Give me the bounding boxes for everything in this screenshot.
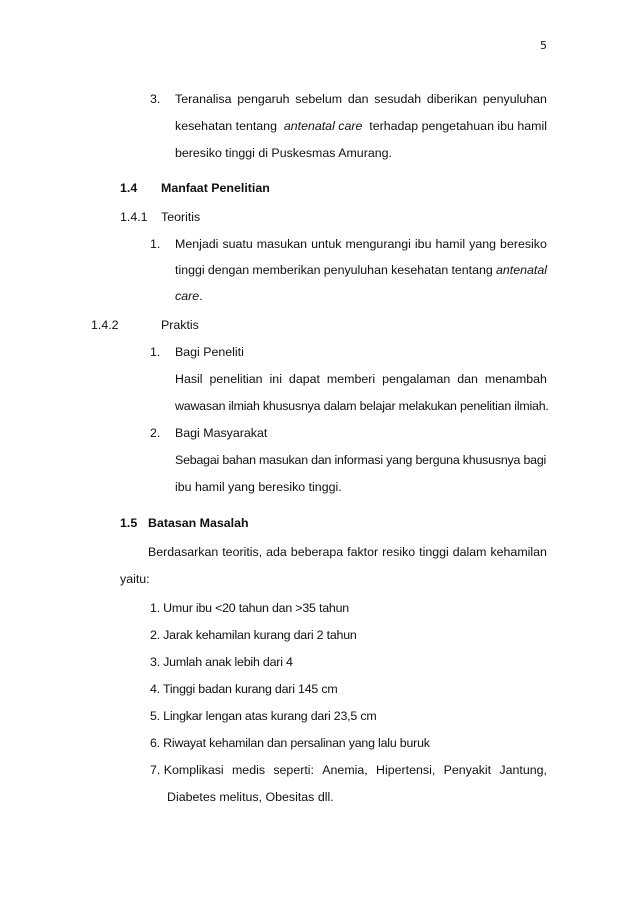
praktis-item-2-number: 2.	[150, 426, 161, 440]
word: mengurangi	[345, 237, 411, 251]
word: pengalaman	[382, 372, 451, 386]
factor-7-line-1	[150, 763, 547, 777]
teoritis-period: .	[199, 289, 203, 303]
section-1-4-1-title: Teoritis	[161, 210, 201, 224]
word: beresiko	[500, 237, 547, 251]
italic-word: antenatal	[496, 263, 547, 277]
word: teoritis,	[222, 545, 263, 559]
word: penelitian	[209, 372, 263, 386]
section-1-5-title: Batasan Masalah	[148, 516, 249, 530]
word: beberapa	[290, 545, 344, 559]
teoritis-item-1-line-3	[175, 289, 203, 303]
word: Teranalisa	[175, 92, 232, 106]
word: dapat	[288, 372, 320, 386]
word: pengaruh	[237, 92, 290, 106]
word: sebelum	[295, 92, 343, 106]
word: penyuluhan	[323, 263, 388, 277]
word: Penyakit	[443, 763, 492, 777]
intro-line-1	[148, 545, 547, 559]
word: penyuluhan	[482, 92, 547, 106]
word: kehamilan	[490, 545, 547, 559]
item-3-line-2-pre: kesehatan tentang	[175, 119, 277, 133]
intro-line-2: yaitu:	[120, 572, 150, 586]
word: ibu	[414, 237, 432, 251]
word: yang	[469, 237, 497, 251]
item-3-line-3: beresiko tinggi di Puskesmas Amurang.	[175, 146, 392, 160]
section-1-4-title: Manfaat Penelitian	[161, 181, 270, 195]
item-3-line-1	[175, 92, 547, 106]
section-1-4-1-number: 1.4.1	[120, 210, 148, 224]
word: Jantung,	[499, 763, 547, 777]
item-3-line-2-post: terhadap pengetahuan ibu hamil	[369, 119, 547, 133]
word: untuk	[311, 237, 342, 251]
word: suatu	[222, 237, 253, 251]
section-1-5-number: 1.5	[120, 516, 138, 530]
word: Berdasarkan	[148, 545, 219, 559]
word: medis	[231, 763, 266, 777]
word: diberikan	[426, 92, 478, 106]
factor-5: 5. Lingkar lengan atas kurang dari 23,5 cm	[150, 709, 377, 723]
factor-2: 2. Jarak kehamilan kurang dari 2 tahun	[150, 628, 357, 642]
word: tinggi	[175, 263, 205, 277]
word: masukan	[256, 237, 308, 251]
item-3-line-2	[175, 119, 547, 133]
word: kesehatan	[391, 263, 449, 277]
praktis-item-1-line-1	[175, 372, 547, 386]
item-3-italic-term: antenatal care	[283, 119, 363, 133]
factor-3: 3. Jumlah anak lebih dari 4	[150, 655, 293, 669]
word: tinggi	[419, 545, 449, 559]
teoritis-item-1-line-2	[175, 263, 547, 277]
word: 7. Komplikasi	[150, 763, 224, 777]
section-1-4-2-number: 1.4.2	[91, 318, 119, 332]
praktis-item-2-title: Bagi Masyarakat	[175, 426, 268, 440]
word: Hasil	[175, 372, 203, 386]
praktis-item-2-line-1: Sebagai bahan masukan dan informasi yang berguna khususnya bagi	[175, 453, 547, 467]
word: dalam	[452, 545, 487, 559]
teoritis-item-1-line-1	[175, 237, 547, 251]
praktis-item-2-line-2: ibu hamil yang beresiko tinggi.	[175, 480, 342, 494]
teoritis-item-1-number: 1.	[150, 237, 161, 251]
section-1-4-2-title: Praktis	[161, 318, 199, 332]
word: dan	[457, 372, 478, 386]
word: seperti:	[273, 763, 314, 777]
section-1-4-number: 1.4	[120, 181, 138, 195]
word: dan	[347, 92, 369, 106]
word: Anemia,	[322, 763, 368, 777]
word: tentang	[451, 263, 493, 277]
factor-1: 1. Umur ibu <20 tahun dan >35 tahun	[150, 601, 349, 615]
praktis-item-1-title: Bagi Peneliti	[175, 345, 244, 359]
word: Hipertensi,	[376, 763, 436, 777]
page-number: 5	[540, 39, 547, 52]
word: memberi	[326, 372, 376, 386]
item-3-number: 3.	[150, 92, 161, 106]
word: faktor	[347, 545, 379, 559]
word: Menjadi	[175, 237, 219, 251]
factor-4: 4. Tinggi badan kurang dari 145 cm	[150, 682, 338, 696]
word: ini	[269, 372, 282, 386]
word: resiko	[382, 545, 416, 559]
factor-6: 6. Riwayat kehamilan dan persalinan yang lalu buruk	[150, 736, 430, 750]
word: ada	[266, 545, 287, 559]
word: menambah	[484, 372, 547, 386]
teoritis-italic-care: care	[175, 289, 200, 303]
praktis-item-1-number: 1.	[150, 345, 161, 359]
factor-7-line-2: Diabetes melitus, Obesitas dll.	[167, 790, 334, 804]
word: memberikan	[252, 263, 321, 277]
word: sesudah	[374, 92, 422, 106]
word: dengan	[207, 263, 250, 277]
word: hamil	[435, 237, 466, 251]
praktis-item-1-line-2: wawasan ilmiah khususnya dalam belajar melakukan penelitian ilmiah.	[175, 399, 549, 413]
